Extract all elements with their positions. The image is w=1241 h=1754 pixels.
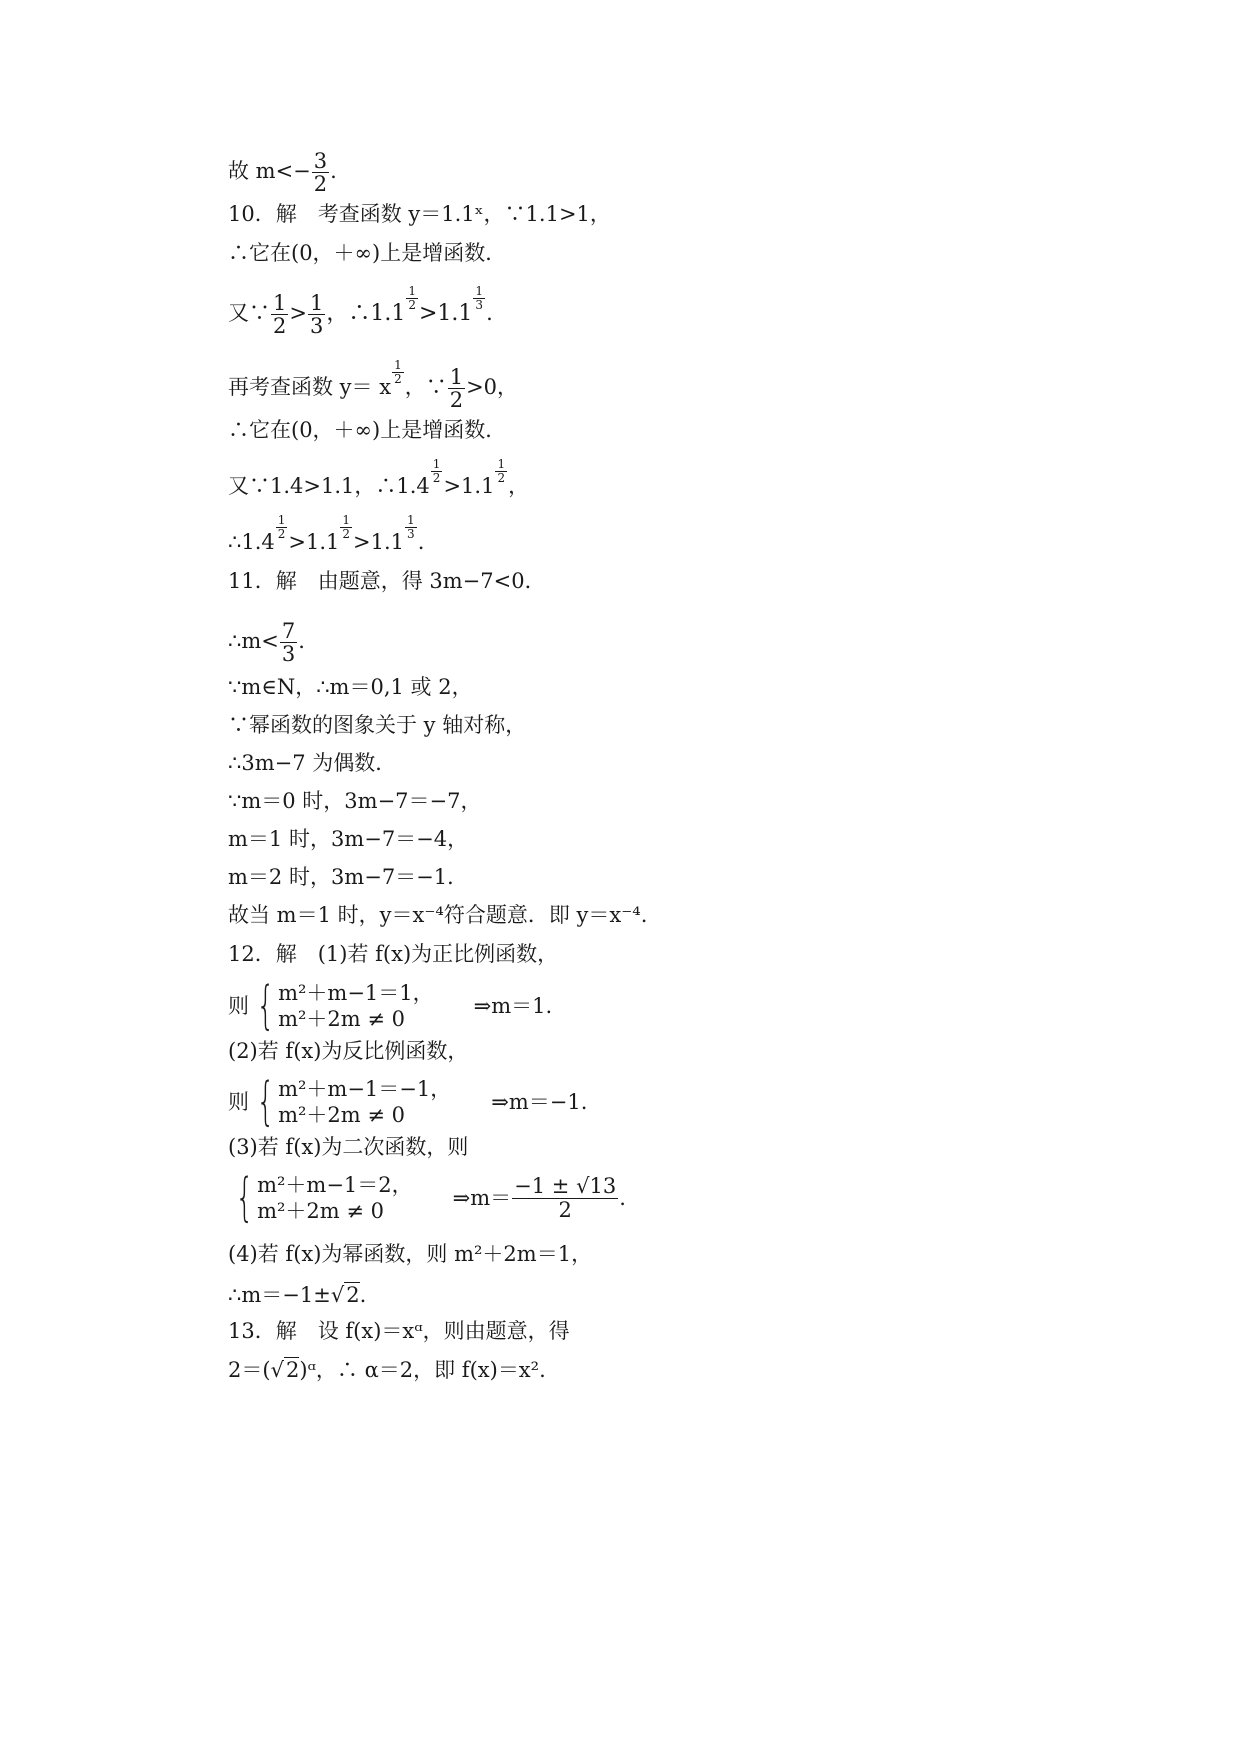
numerator: 1	[277, 513, 286, 528]
denominator: 3	[475, 298, 484, 313]
equation: m²＋2m ≠ 0	[257, 1199, 385, 1223]
line-p12-1: 12．解 (1)若 f(x)为正比例函数，	[228, 942, 559, 966]
text: >1.1	[419, 301, 473, 327]
equation: m²＋m−1＝2，	[257, 1173, 413, 1197]
text: ∴1.4	[228, 530, 275, 554]
numerator: 1	[408, 284, 416, 299]
period: .	[486, 301, 493, 326]
exponent	[494, 456, 508, 485]
fraction-1-2	[448, 366, 465, 411]
denominator: 2	[449, 388, 464, 413]
exponent	[404, 512, 418, 541]
text: ∴m<	[228, 629, 279, 654]
denominator: 2	[313, 172, 328, 197]
numerator: 1	[273, 291, 287, 315]
text: 故 m<−	[228, 159, 311, 184]
fraction-1-2	[271, 292, 288, 337]
line-p11-2	[228, 620, 305, 665]
left-brace: {	[256, 976, 275, 1036]
exponent	[339, 512, 353, 541]
line-p10-4	[228, 358, 519, 413]
denominator: 2	[497, 471, 506, 485]
numerator: 1	[497, 457, 506, 472]
text: 则	[228, 1090, 249, 1114]
line-p12-sys1	[228, 976, 553, 1036]
denominator: 3	[407, 527, 415, 541]
period: .	[330, 159, 337, 184]
numerator: 3	[313, 149, 328, 173]
line-p10-3	[228, 284, 493, 339]
numerator: 1	[475, 284, 484, 299]
text: >1.1	[288, 530, 340, 554]
line-p10-1: 10．解 考查函数 y＝1.1ˣ，∵1.1>1，	[228, 202, 611, 226]
text: )ᵅ，∴ α＝2，即 f(x)＝x².	[299, 1358, 546, 1382]
text: 再考查函数 y＝ x	[228, 375, 392, 400]
text: ，∵	[404, 375, 447, 400]
exponent	[391, 357, 405, 386]
line-p12-4: (4)若 f(x)为幂函数，则 m²＋2m＝1，	[228, 1242, 593, 1266]
denominator: 2	[277, 527, 286, 541]
period: .	[359, 1283, 367, 1307]
numerator: −1 ± √13	[514, 1174, 617, 1199]
exponent	[430, 456, 444, 485]
line-p11-7: m＝1 时，3m−7＝−4，	[228, 827, 469, 851]
period: .	[619, 1186, 626, 1210]
denominator: 2	[273, 314, 287, 339]
left-brace: {	[256, 1072, 275, 1132]
denominator: 2	[342, 527, 351, 541]
line-p11-9: 故当 m＝1 时，y＝x⁻⁴符合题意．即 y＝x⁻⁴.	[228, 903, 648, 927]
gt: >	[289, 301, 307, 326]
numerator: 1	[432, 457, 441, 472]
equation: m²＋2m ≠ 0	[278, 1007, 406, 1031]
line-p10-2: ∴它在(0，＋∞)上是增函数．	[228, 241, 507, 265]
comma: ，	[508, 474, 530, 498]
result: ⇒m＝	[452, 1186, 512, 1210]
text: >0，	[466, 375, 519, 400]
result: ⇒m＝1.	[473, 994, 553, 1018]
line-p12-5	[228, 1281, 366, 1309]
text: 2＝(	[228, 1358, 271, 1382]
exponent	[472, 283, 486, 312]
exponent	[405, 283, 419, 312]
line-p11-4: ∵幂函数的图象关于 y 轴对称，	[228, 713, 527, 737]
text: ∴m＝−1±	[228, 1283, 331, 1307]
text: 则	[228, 994, 249, 1018]
line-p10-5: ∴它在(0，＋∞)上是增函数．	[228, 418, 507, 442]
sqrt-symbol: √	[330, 1283, 345, 1307]
text: 又∵	[228, 301, 270, 326]
line-p12-3: (3)若 f(x)为二次函数，则	[228, 1135, 469, 1159]
fraction-7-3	[280, 620, 297, 665]
line-p10-6	[228, 457, 530, 501]
sqrt-symbol: √	[270, 1358, 284, 1382]
line-p10-7	[228, 513, 425, 557]
radicand: 2	[346, 1283, 360, 1307]
numerator: 1	[407, 513, 415, 528]
equation-system	[278, 1076, 451, 1128]
exponent	[275, 512, 289, 541]
numerator: 7	[281, 619, 296, 643]
result: ⇒m＝−1.	[491, 1090, 588, 1114]
numerator: 1	[342, 513, 351, 528]
equation-system	[278, 980, 434, 1032]
text: >1.1	[443, 474, 495, 498]
radicand: 2	[285, 1358, 300, 1382]
left-brace: {	[235, 1168, 254, 1228]
line-p11-3: ∵m∈N，∴m＝0,1 或 2，	[228, 675, 473, 699]
fraction-1-3	[308, 292, 325, 337]
equation: m²＋m−1＝1，	[278, 981, 434, 1005]
denominator: 2	[408, 298, 416, 313]
text: ，∴1.1	[326, 301, 406, 327]
line-p12-sys2	[228, 1072, 588, 1132]
numerator: 1	[394, 358, 402, 373]
text: >1.1	[353, 530, 405, 554]
equation: m²＋2m ≠ 0	[278, 1103, 406, 1127]
denominator: 2	[394, 372, 402, 387]
line-p11-5: ∴3m−7 为偶数．	[228, 751, 397, 775]
equation-system	[257, 1172, 413, 1224]
denominator: 2	[432, 471, 441, 485]
denominator: 2	[558, 1197, 572, 1222]
line-p11-6: ∵m＝0 时，3m−7＝−7，	[228, 789, 482, 813]
line-p11-1: 11．解 由题意，得 3m−7<0．	[228, 569, 546, 593]
equation: m²＋m−1＝−1，	[278, 1077, 452, 1101]
fraction-result	[512, 1175, 618, 1220]
line-p13-2	[228, 1356, 546, 1384]
line-p12-sys3	[228, 1168, 626, 1228]
denominator: 3	[281, 642, 296, 667]
period: .	[298, 629, 305, 654]
line-p12-2: (2)若 f(x)为反比例函数，	[228, 1039, 469, 1063]
denominator: 3	[309, 314, 324, 339]
line-p11-8: m＝2 时，3m−7＝−1．	[228, 865, 469, 889]
line-p13-1: 13．解 设 f(x)＝xᵅ，则由题意，得	[228, 1319, 570, 1343]
line-gu-m	[228, 150, 337, 195]
numerator: 1	[309, 291, 324, 315]
text: 又∵1.4>1.1，∴1.4	[228, 474, 430, 498]
numerator: 1	[449, 365, 464, 389]
period: .	[417, 530, 425, 554]
fraction-3-2	[312, 150, 329, 195]
